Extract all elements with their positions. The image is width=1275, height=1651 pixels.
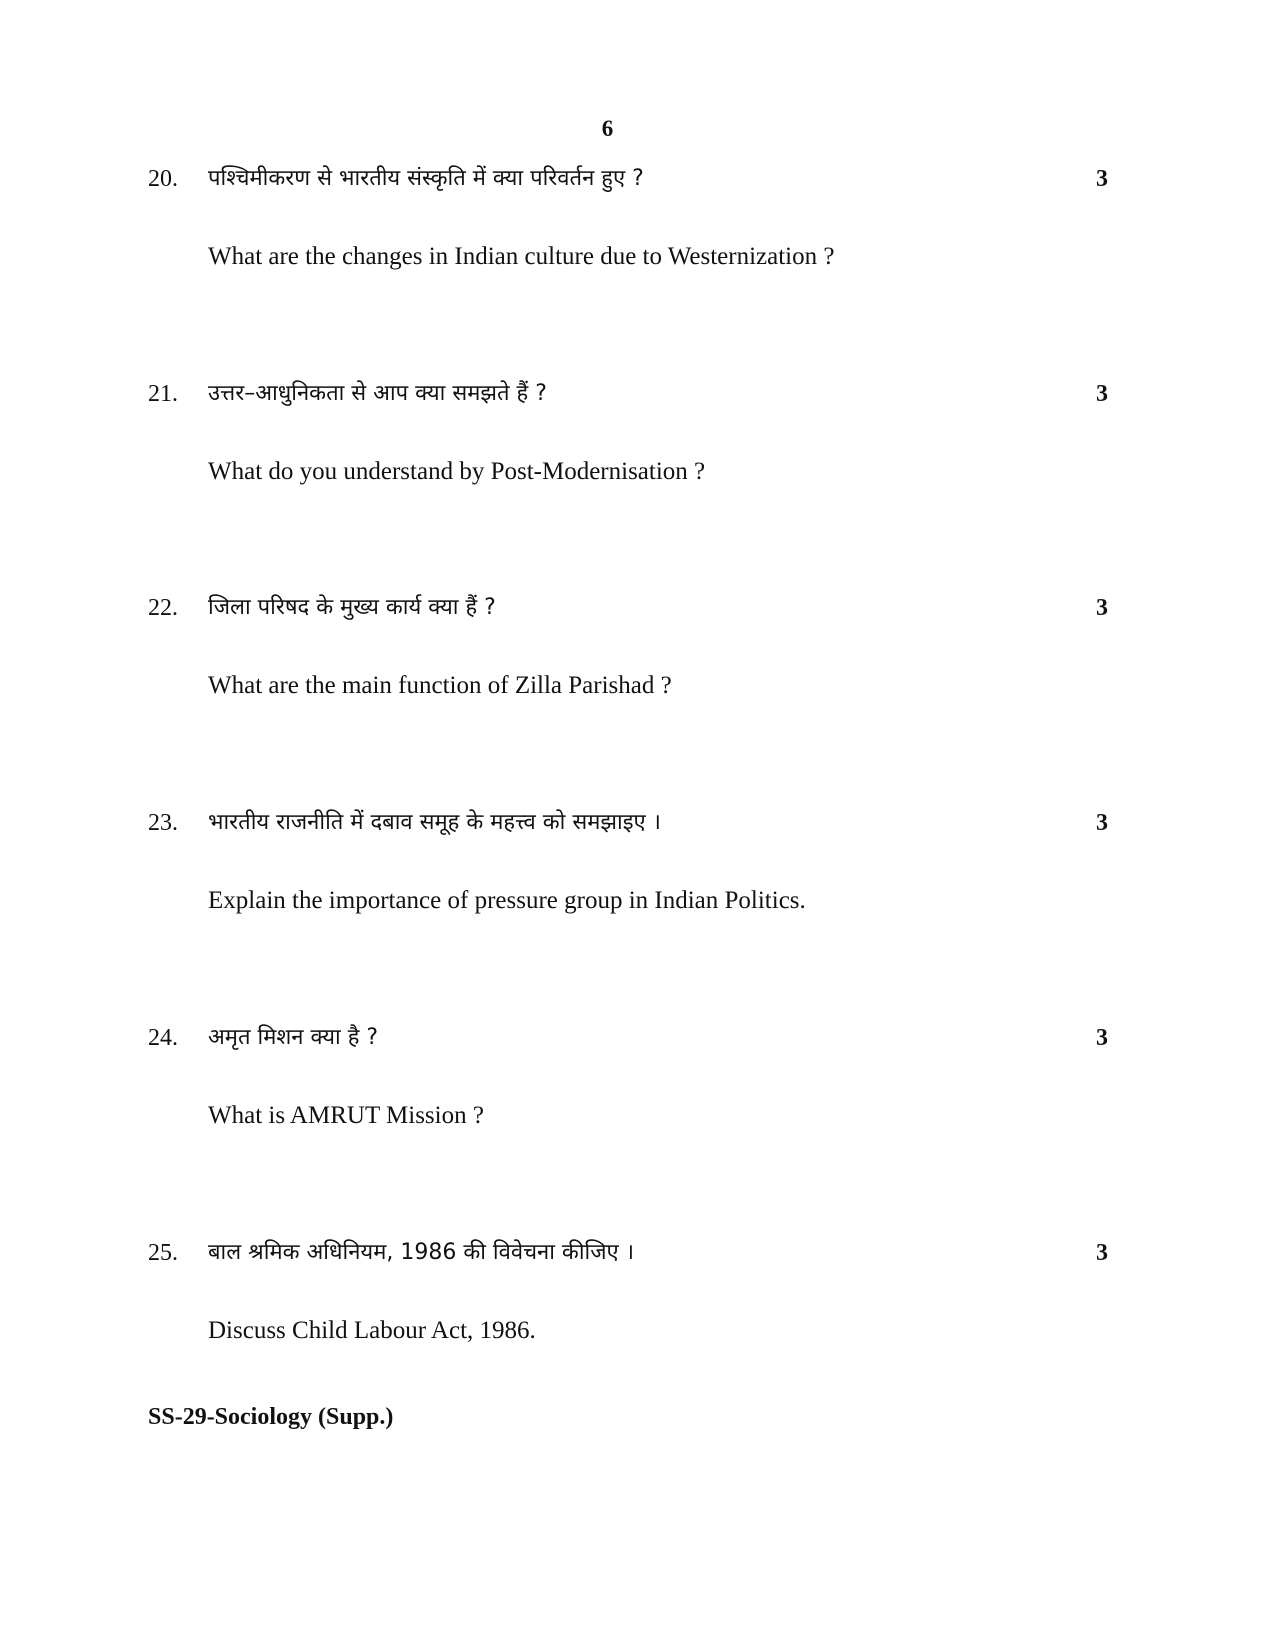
question-number: 22. (148, 595, 178, 621)
question-text-hindi: भारतीय राजनीति में दबाव समूह के महत्त्व को समझाइए । (208, 810, 662, 835)
question-number: 24. (148, 1025, 178, 1051)
question-text-hindi: अमृत मिशन क्या है ? (208, 1025, 379, 1050)
question-number: 21. (148, 381, 178, 407)
question-marks: 3 (1096, 810, 1108, 836)
question-text-hindi: उत्तर–आधुनिकता से आप क्या समझते हैं ? (208, 381, 547, 406)
question-23 (148, 806, 1108, 926)
question-marks: 3 (1096, 381, 1108, 407)
question-24 (148, 1021, 1108, 1141)
question-number: 25. (148, 1240, 178, 1266)
question-20 (148, 162, 1108, 282)
question-marks: 3 (1096, 1240, 1108, 1266)
question-number: 20. (148, 166, 178, 192)
question-text-hindi: पश्चिमीकरण से भारतीय संस्कृति में क्या परिवर्तन हुए ? (208, 166, 644, 191)
question-text-english: Discuss Child Labour Act, 1986. (208, 1317, 536, 1344)
page-number: 6 (601, 116, 614, 141)
question-text-english: What are the changes in Indian culture due to Westernization ? (208, 243, 835, 270)
question-marks: 3 (1096, 595, 1108, 621)
question-22 (148, 591, 1108, 711)
question-number: 23. (148, 810, 178, 836)
question-text-english: Explain the importance of pressure group in Indian Politics. (208, 887, 806, 914)
question-text-english: What do you understand by Post-Modernisation ? (208, 458, 706, 485)
question-25 (148, 1236, 1108, 1356)
question-21 (148, 377, 1108, 497)
question-text-hindi: बाल श्रमिक अधिनियम, 1986 की विवेचना कीजिए । (208, 1240, 635, 1265)
question-marks: 3 (1096, 166, 1108, 192)
paper-code-footer: SS-29-Sociology (Supp.) (148, 1404, 394, 1430)
question-marks: 3 (1096, 1025, 1108, 1051)
question-text-english: What is AMRUT Mission ? (208, 1102, 484, 1129)
question-text-english: What are the main function of Zilla Parishad ? (208, 672, 672, 699)
question-text-hindi: जिला परिषद के मुख्य कार्य क्या हैं ? (208, 595, 496, 620)
